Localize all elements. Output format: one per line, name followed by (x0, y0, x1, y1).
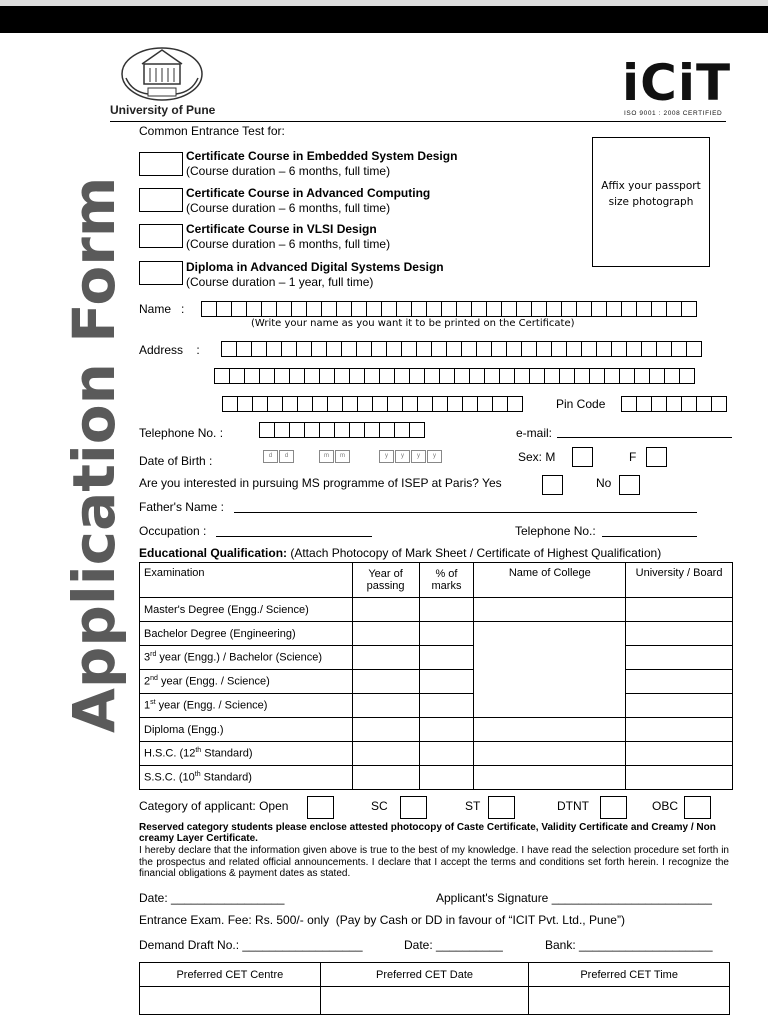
table-row (140, 646, 733, 670)
char-box[interactable] (282, 396, 298, 412)
char-box[interactable] (349, 422, 365, 438)
declaration: I hereby declare that the information given above is true to the best of my knowledge. I have read the selection procedure set forth in the prospectus and related official announcements. I declare that I accept the terms and conditions set forth herein. I recognize the financial obligations & payment dates as stated. (139, 845, 729, 879)
course-duration: (Course duration – 6 months, full time) (186, 201, 391, 215)
demand-draft-tail: ______ (322, 938, 363, 952)
exam-cell (140, 766, 353, 790)
char-box[interactable] (462, 396, 478, 412)
char-box[interactable] (267, 396, 283, 412)
dob-day[interactable] (262, 450, 294, 463)
photo-box[interactable] (592, 137, 710, 267)
char-box[interactable] (507, 396, 523, 412)
char-box[interactable] (581, 341, 597, 357)
char-box[interactable] (251, 341, 267, 357)
char-box[interactable] (274, 422, 290, 438)
char-box[interactable] (516, 301, 532, 317)
char-box[interactable] (326, 341, 342, 357)
char-box[interactable] (529, 368, 545, 384)
intro-text: Common Entrance Test for: (139, 124, 285, 138)
char-box[interactable] (696, 396, 712, 412)
cet-centre-cell[interactable] (140, 987, 321, 1015)
char-box[interactable] (566, 341, 582, 357)
year-cell[interactable] (352, 670, 419, 694)
char-box[interactable] (261, 301, 277, 317)
university-cell[interactable] (626, 598, 733, 622)
char-box[interactable] (681, 301, 697, 317)
char-box[interactable] (244, 368, 260, 384)
cet-preference-table (139, 962, 730, 1015)
exam-sup: nd (150, 675, 158, 683)
father-name-field[interactable] (234, 500, 697, 513)
exam-cell (140, 598, 353, 622)
char-box[interactable] (306, 301, 322, 317)
char-box[interactable] (521, 341, 537, 357)
char-box[interactable] (711, 396, 727, 412)
char-box[interactable] (379, 368, 395, 384)
exam-name: Master's Degree (Engg./ Science) (144, 603, 309, 616)
char-box[interactable] (394, 422, 410, 438)
dob-placeholder: m (335, 450, 350, 463)
isep-yes-checkbox[interactable] (542, 475, 563, 495)
telephone-boxes[interactable] (260, 422, 425, 438)
edu-heading-bold: Educational Qualification: (139, 546, 288, 560)
name-label: Name : (139, 302, 185, 316)
father-label: Father's Name : (139, 500, 224, 514)
year-cell[interactable] (352, 646, 419, 670)
char-box[interactable] (641, 341, 657, 357)
bank-field[interactable]: Bank: ____________________ (545, 938, 713, 952)
isep-question: Are you interested in pursuing MS programme of ISEP at Paris? Yes (139, 476, 502, 490)
char-box[interactable] (387, 396, 403, 412)
col-university: University / Board (626, 563, 733, 598)
char-box[interactable] (446, 341, 462, 357)
char-box[interactable] (409, 368, 425, 384)
char-box[interactable] (291, 301, 307, 317)
char-box[interactable] (514, 368, 530, 384)
char-box[interactable] (266, 341, 282, 357)
exam-sup: rd (150, 651, 157, 659)
sex-female-checkbox[interactable] (646, 447, 667, 467)
course-checkbox-vlsi[interactable] (139, 224, 183, 248)
char-box[interactable] (394, 368, 410, 384)
char-box[interactable] (334, 422, 350, 438)
char-box[interactable] (351, 301, 367, 317)
char-box[interactable] (409, 422, 425, 438)
char-box[interactable] (411, 301, 427, 317)
char-box[interactable] (237, 396, 253, 412)
table-row (140, 598, 733, 622)
char-box[interactable] (304, 422, 320, 438)
char-box[interactable] (486, 301, 502, 317)
char-box[interactable] (501, 301, 517, 317)
dob-placeholder: y (427, 450, 442, 463)
char-box[interactable] (506, 341, 522, 357)
char-box[interactable] (651, 301, 667, 317)
char-box[interactable] (366, 301, 382, 317)
course-duration: (Course duration – 6 months, full time) (186, 237, 391, 251)
char-box[interactable] (626, 341, 642, 357)
isep-no-checkbox[interactable] (619, 475, 640, 495)
occupation-label: Occupation : (139, 524, 207, 538)
year-cell[interactable] (352, 718, 419, 742)
exam-name: S.S.C. (10 (144, 771, 195, 784)
char-box[interactable] (417, 396, 433, 412)
university-cell[interactable] (626, 718, 733, 742)
course-title: Certificate Course in VLSI Design (186, 222, 377, 236)
char-box[interactable] (476, 341, 492, 357)
char-box[interactable] (499, 368, 515, 384)
char-box[interactable] (561, 301, 577, 317)
exam-sup: th (195, 747, 202, 755)
marks-cell[interactable] (419, 598, 474, 622)
marks-cell[interactable] (419, 694, 474, 718)
col-marks: % of marks (419, 563, 474, 598)
year-cell[interactable] (352, 622, 419, 646)
char-box[interactable] (591, 301, 607, 317)
category-obc-label: OBC (652, 799, 679, 813)
university-cell[interactable] (626, 646, 733, 670)
year-cell[interactable] (352, 598, 419, 622)
dob-placeholder: d (279, 450, 294, 463)
char-box[interactable] (276, 301, 292, 317)
char-box[interactable] (364, 422, 380, 438)
char-box[interactable] (304, 368, 320, 384)
char-box[interactable] (236, 341, 252, 357)
icit-logo: iCiT (622, 54, 732, 112)
char-box[interactable] (621, 396, 637, 412)
char-box[interactable] (327, 396, 343, 412)
category-dtnt-label: DTNT (557, 799, 589, 813)
marks-cell[interactable] (419, 766, 474, 790)
course-duration: (Course duration – 1 year, full time) (186, 275, 374, 289)
dob-month[interactable] (318, 450, 350, 463)
sex-male-checkbox[interactable] (572, 447, 593, 467)
char-box[interactable] (386, 341, 402, 357)
char-box[interactable] (312, 396, 328, 412)
char-box[interactable] (491, 341, 507, 357)
category-obc-checkbox[interactable] (684, 796, 711, 819)
cet-date-cell[interactable] (320, 987, 529, 1015)
char-box[interactable] (252, 396, 268, 412)
exam-name-rest: year (Engg. / Science) (155, 699, 268, 712)
exam-name: H.S.C. (12 (144, 747, 196, 760)
char-box[interactable] (666, 396, 682, 412)
marks-cell[interactable] (419, 670, 474, 694)
email-field[interactable] (557, 425, 732, 438)
char-box[interactable] (441, 301, 457, 317)
address-boxes-line1[interactable] (222, 341, 702, 357)
char-box[interactable] (477, 396, 493, 412)
char-box[interactable] (349, 368, 365, 384)
exam-name-rest: year (Engg.) / Bachelor (Science) (156, 651, 323, 664)
top-gray-strip (0, 0, 768, 6)
char-box[interactable] (222, 396, 238, 412)
edu-heading (139, 546, 661, 560)
telephone2-label: Telephone No.: (515, 524, 596, 538)
table-row (140, 694, 733, 718)
iso-certification: ISO 9001 : 2008 CERTIFIED (624, 110, 723, 117)
name-note: (Write your name as you want it to be printed on the Certificate) (251, 318, 575, 329)
char-box[interactable] (469, 368, 485, 384)
char-box[interactable] (426, 301, 442, 317)
char-box[interactable] (259, 422, 275, 438)
char-box[interactable] (636, 301, 652, 317)
char-box[interactable] (379, 422, 395, 438)
dob-placeholder: y (379, 450, 394, 463)
college-cell[interactable] (474, 622, 626, 718)
category-st-checkbox[interactable] (488, 796, 515, 819)
exam-cell (140, 646, 353, 670)
char-box[interactable] (221, 341, 237, 357)
char-box[interactable] (664, 368, 680, 384)
char-box[interactable] (492, 396, 508, 412)
char-box[interactable] (559, 368, 575, 384)
char-box[interactable] (402, 396, 418, 412)
college-cell[interactable] (474, 766, 626, 790)
reserved-note: Reserved category students please enclose attested photocopy of Caste Certificate, Validity Certificate and Creamy / Non creamy Layer Certificate. (139, 822, 716, 844)
char-box[interactable] (396, 301, 412, 317)
course-duration: (Course duration – 6 months, full time) (186, 164, 391, 178)
year-cell[interactable] (352, 694, 419, 718)
exam-name-rest: Standard) (200, 771, 252, 784)
dob-year[interactable] (378, 450, 442, 463)
char-box[interactable] (356, 341, 372, 357)
exam-sup: st (150, 699, 156, 707)
char-box[interactable] (371, 341, 387, 357)
pin-code-boxes[interactable] (622, 396, 727, 412)
dob-label: Date of Birth : (139, 454, 213, 468)
marks-cell[interactable] (419, 742, 474, 766)
pin-code-label: Pin Code (556, 397, 606, 411)
telephone-label: Telephone No. : (139, 426, 224, 440)
isep-no-label: No (596, 476, 612, 490)
cet-time-header: Preferred CET Time (529, 963, 730, 987)
char-box[interactable] (681, 396, 697, 412)
char-box[interactable] (341, 341, 357, 357)
char-box[interactable] (216, 301, 232, 317)
fee-note: Entrance Exam. Fee: Rs. 500/- only (Pay by Cash or DD in favour of “ICIT Pvt. Ltd., Pune”) (139, 913, 625, 927)
char-box[interactable] (431, 341, 447, 357)
char-box[interactable] (484, 368, 500, 384)
exam-name: 2 (144, 675, 151, 688)
category-st-label: ST (465, 799, 481, 813)
char-box[interactable] (544, 368, 560, 384)
char-box[interactable] (546, 301, 562, 317)
occupation-field[interactable] (216, 524, 372, 537)
exam-sup: th (194, 771, 201, 779)
char-box[interactable] (342, 396, 358, 412)
exam-name-rest: year (Engg. / Science) (157, 675, 270, 688)
name-boxes[interactable] (202, 301, 697, 317)
category-open-checkbox[interactable] (307, 796, 334, 819)
college-cell[interactable] (474, 718, 626, 742)
col-examination: Examination (140, 563, 353, 598)
university-cell[interactable] (626, 694, 733, 718)
char-box[interactable] (596, 341, 612, 357)
col-college: Name of College (474, 563, 626, 598)
char-box[interactable] (551, 341, 567, 357)
exam-name: Diploma (Engg.) (144, 723, 224, 736)
education-table (139, 562, 733, 790)
char-box[interactable] (259, 368, 275, 384)
col-year: Year of passing (352, 563, 419, 598)
char-box[interactable] (611, 341, 627, 357)
dob-placeholder: y (395, 450, 410, 463)
side-title: Application Form (60, 176, 128, 733)
cet-header-row (140, 963, 730, 987)
char-box[interactable] (439, 368, 455, 384)
exam-cell (140, 742, 353, 766)
signature-field[interactable]: Applicant's Signature ________________________ (436, 891, 712, 905)
exam-name: 1 (144, 699, 151, 712)
telephone2-field[interactable] (602, 524, 697, 537)
edu-heading-rest: (Attach Photocopy of Mark Sheet / Certificate of Highest Qualification) (287, 546, 662, 560)
email-label: e-mail: (516, 426, 553, 440)
char-box[interactable] (416, 341, 432, 357)
char-box[interactable] (311, 341, 327, 357)
char-box[interactable] (679, 368, 695, 384)
dob-placeholder: y (411, 450, 426, 463)
char-box[interactable] (621, 301, 637, 317)
char-box[interactable] (289, 422, 305, 438)
year-cell[interactable] (352, 766, 419, 790)
char-box[interactable] (574, 368, 590, 384)
marks-cell[interactable] (419, 718, 474, 742)
char-box[interactable] (432, 396, 448, 412)
course-title: Certificate Course in Embedded System Design (186, 149, 458, 163)
char-box[interactable] (424, 368, 440, 384)
char-box[interactable] (319, 368, 335, 384)
category-dtnt-checkbox[interactable] (600, 796, 627, 819)
char-box[interactable] (671, 341, 687, 357)
cet-centre-header: Preferred CET Centre (140, 963, 321, 987)
char-box[interactable] (364, 368, 380, 384)
dob-placeholder: d (263, 450, 278, 463)
char-box[interactable] (619, 368, 635, 384)
char-box[interactable] (589, 368, 605, 384)
address-label: Address : (139, 343, 200, 357)
year-cell[interactable] (352, 742, 419, 766)
college-cell[interactable] (474, 598, 626, 622)
cet-date-header: Preferred CET Date (320, 963, 529, 987)
dob-placeholder: m (319, 450, 334, 463)
char-box[interactable] (634, 368, 650, 384)
char-box[interactable] (289, 368, 305, 384)
char-box[interactable] (604, 368, 620, 384)
char-box[interactable] (296, 341, 312, 357)
char-box[interactable] (246, 301, 262, 317)
exam-cell (140, 622, 353, 646)
char-box[interactable] (231, 301, 247, 317)
demand-draft-field[interactable] (139, 938, 363, 952)
exam-cell (140, 718, 353, 742)
char-box[interactable] (649, 368, 665, 384)
char-box[interactable] (274, 368, 290, 384)
char-box[interactable] (319, 422, 335, 438)
university-cell[interactable] (626, 670, 733, 694)
char-box[interactable] (576, 301, 592, 317)
char-box[interactable] (229, 368, 245, 384)
table-header-row (140, 563, 733, 598)
cet-entry-row (140, 987, 730, 1015)
photo-box-label: Affix your passport size photograph (601, 180, 701, 208)
sex-female-label: F (629, 450, 637, 464)
char-box[interactable] (536, 341, 552, 357)
char-box[interactable] (201, 301, 217, 317)
table-row (140, 742, 733, 766)
exam-name-rest: Standard) (201, 747, 253, 760)
char-box[interactable] (686, 341, 702, 357)
char-box[interactable] (334, 368, 350, 384)
date-field[interactable]: Date: _________________ (139, 891, 285, 905)
char-box[interactable] (214, 368, 230, 384)
char-box[interactable] (456, 301, 472, 317)
char-box[interactable] (447, 396, 463, 412)
char-box[interactable] (357, 396, 373, 412)
category-label: Category of applicant: Open (139, 799, 289, 813)
college-cell[interactable] (474, 742, 626, 766)
char-box[interactable] (297, 396, 313, 412)
course-title: Diploma in Advanced Digital Systems Design (186, 260, 444, 274)
char-box[interactable] (336, 301, 352, 317)
exam-name: Bachelor Degree (Engineering) (144, 627, 296, 640)
char-box[interactable] (281, 341, 297, 357)
char-box[interactable] (531, 301, 547, 317)
sex-label: Sex: M (518, 450, 556, 464)
exam-name: 3 (144, 651, 151, 664)
university-cell[interactable] (626, 742, 733, 766)
char-box[interactable] (636, 396, 652, 412)
header-rule (110, 121, 726, 122)
exam-cell (140, 694, 353, 718)
address-boxes-line3[interactable] (223, 396, 523, 412)
category-sc-checkbox[interactable] (400, 796, 427, 819)
course-title: Certificate Course in Advanced Computing (186, 186, 431, 200)
char-box[interactable] (666, 301, 682, 317)
char-box[interactable] (656, 341, 672, 357)
char-box[interactable] (381, 301, 397, 317)
table-row (140, 670, 733, 694)
char-box[interactable] (454, 368, 470, 384)
course-checkbox-diploma[interactable] (139, 261, 183, 285)
cet-time-cell[interactable] (529, 987, 730, 1015)
demand-draft-label: Demand Draft No.: ____________ (139, 938, 323, 952)
marks-cell[interactable] (419, 622, 474, 646)
char-box[interactable] (606, 301, 622, 317)
char-box[interactable] (321, 301, 337, 317)
university-name: University of Pune (110, 103, 216, 117)
category-sc-label: SC (371, 799, 388, 813)
university-cell[interactable] (626, 766, 733, 790)
course-checkbox-embedded[interactable] (139, 152, 183, 176)
char-box[interactable] (651, 396, 667, 412)
table-row (140, 622, 733, 646)
course-checkbox-advanced-computing[interactable] (139, 188, 183, 212)
university-emblem-icon (118, 42, 206, 102)
university-cell[interactable] (626, 622, 733, 646)
char-box[interactable] (372, 396, 388, 412)
table-row (140, 766, 733, 790)
dd-date-field[interactable]: Date: __________ (404, 938, 503, 952)
address-boxes-line2[interactable] (215, 368, 695, 384)
char-box[interactable] (471, 301, 487, 317)
marks-cell[interactable] (419, 646, 474, 670)
char-box[interactable] (401, 341, 417, 357)
char-box[interactable] (461, 341, 477, 357)
exam-cell (140, 670, 353, 694)
table-row (140, 718, 733, 742)
